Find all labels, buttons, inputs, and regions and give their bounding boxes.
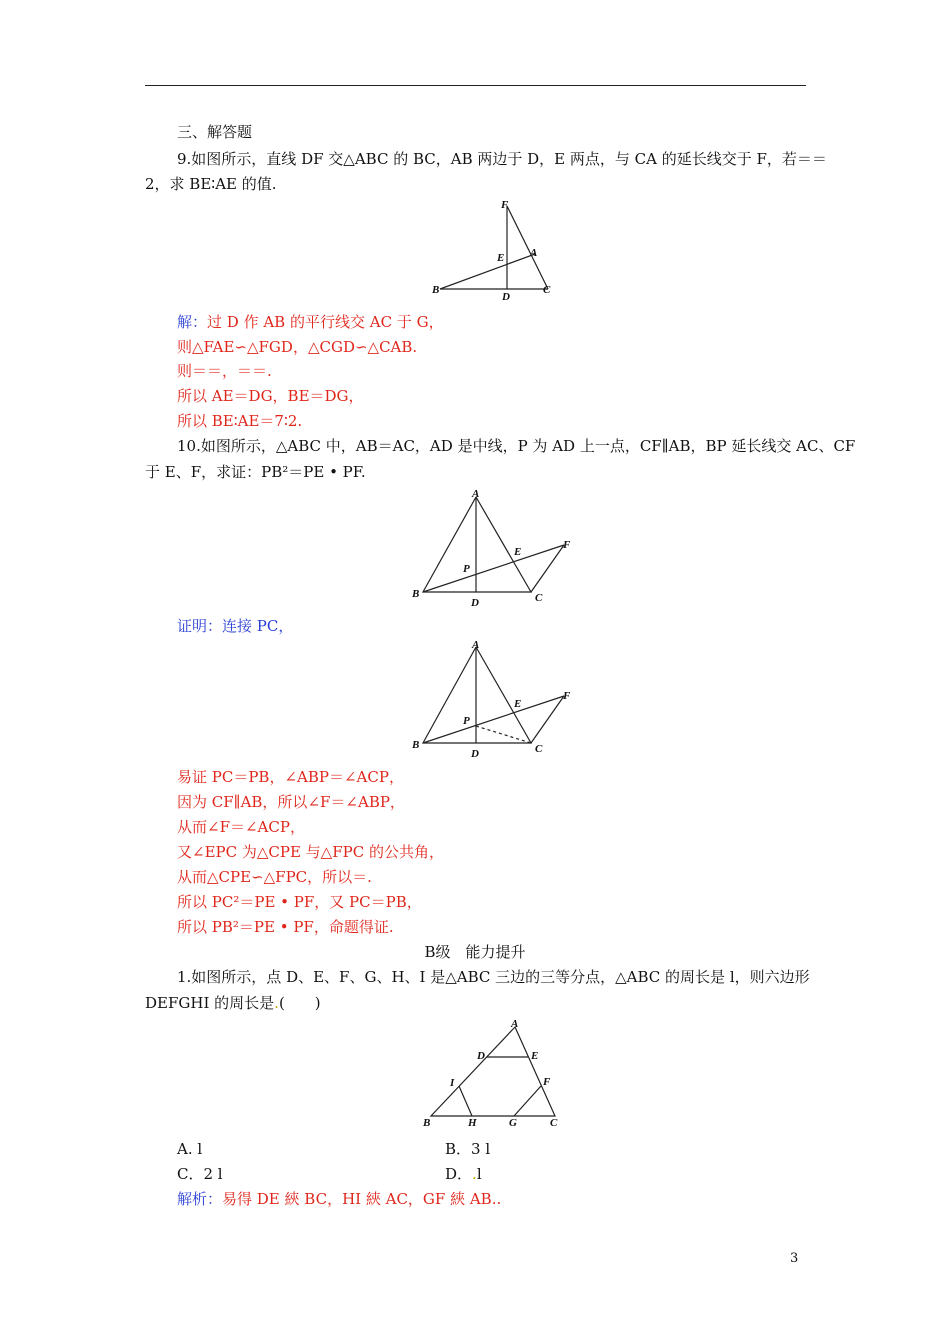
q9-label-A: A: [530, 247, 538, 259]
q9-label-D: D: [502, 291, 510, 303]
q9-solution-line4: 所以 AE＝DG，BE＝DG，: [177, 387, 364, 405]
option-d: [445, 1164, 482, 1184]
q10-label-C: C: [535, 592, 543, 604]
q10-text-line1: 10.如图所示，△ABC 中，AB＝AC，AD 是中线，P 为 AD 上一点，CF∥AB，BP 延长线交 AC、CF: [177, 437, 856, 455]
q10-proof-line4: 从而∠F＝∠ACP，: [177, 818, 305, 836]
q10p-label-A: A: [472, 639, 480, 651]
q10p-label-E: E: [514, 698, 522, 710]
page-number: 3: [790, 1251, 799, 1266]
b-q1-analysis-text: 易得 DE 綊 BC，HI 綊 AC，GF 綊 AB..: [222, 1190, 502, 1208]
b-q1-text-line2-post: ( ): [278, 994, 321, 1012]
b-q1-text-line2-pre: DEFGHI 的周长是: [145, 994, 275, 1012]
b-q1-label-B: B: [423, 1117, 431, 1129]
q10-label-B: B: [412, 588, 420, 600]
q10-label-E: E: [514, 546, 522, 558]
q10-label-P: P: [463, 563, 470, 575]
option-c: C．2 l: [177, 1165, 223, 1183]
option-d-mark: .: [472, 1165, 477, 1183]
b-q1-label-G: G: [509, 1117, 517, 1129]
q9-label-E: E: [497, 252, 505, 264]
q10-label-A: A: [472, 488, 480, 500]
b-q1-label-E: E: [531, 1050, 539, 1062]
q10-text-line2: 于 E、F，求证：PB²＝PE • PF.: [145, 463, 366, 481]
b-q1-text-line1: 1.如图所示，点 D、E、F、G、H、I 是△ABC 三边的三等分点，△ABC 的周长是 l，则六边形: [177, 968, 810, 986]
b-q1-analysis-label: 解析：: [177, 1190, 223, 1208]
q9-label-B: B: [432, 284, 440, 296]
q10-proof-first: 连接 PC，: [222, 617, 294, 635]
option-a: A. l: [177, 1140, 203, 1158]
q9-label-C: C: [543, 284, 551, 296]
b-q1-label-A: A: [511, 1018, 519, 1030]
q9-text-line2: 2，求 BE∶AE 的值.: [145, 175, 277, 193]
b-q1-analysis: [177, 1189, 501, 1209]
option-d-pre: D．: [445, 1165, 473, 1183]
section-heading: 三、解答题: [177, 123, 253, 141]
q10p-label-C: C: [535, 743, 543, 755]
q10-label-D: D: [471, 597, 479, 609]
option-d-post: l: [476, 1165, 482, 1183]
q9-label-F: F: [501, 199, 509, 211]
option-b: B．3 l: [445, 1140, 491, 1158]
q10-proof-line3: 因为 CF∥AB，所以∠F＝∠ABP，: [177, 793, 405, 811]
q9-text-line1: 9.如图所示，直线 DF 交△ABC 的 BC，AB 两边于 D，E 两点，与 CA 的延长线交于 F，若＝＝: [177, 150, 827, 168]
b-q1-label-C: C: [550, 1117, 558, 1129]
b-q1-label-I: I: [450, 1077, 455, 1089]
b-q1-label-D: D: [477, 1050, 485, 1062]
b-q1-label-H: H: [468, 1117, 477, 1129]
q10-proof-line6: 从而△CPE∽△FPC，所以＝.: [177, 868, 372, 886]
b-q1-label-F: F: [543, 1076, 551, 1088]
q10-proof-label: 证明：: [177, 617, 223, 635]
q10-proof-line8: 所以 PB²＝PE • PF，命题得证.: [177, 918, 394, 936]
q9-solution-line3: 则＝＝，＝＝.: [177, 362, 272, 380]
q10-proof-line7: 所以 PC²＝PE • PF，又 PC＝PB，: [177, 893, 422, 911]
q10-proof-line5: 又∠EPC 为△CPE 与△FPC 的公共角，: [177, 843, 444, 861]
q10p-label-F: F: [563, 690, 571, 702]
q9-solution-line5: 所以 BE∶AE＝7∶2.: [177, 412, 303, 430]
q9-solution-text: 过 D 作 AB 的平行线交 AC 于 G，: [207, 313, 444, 331]
q9-solution-line2: 则△FAE∽△FGD，△CGD∽△CAB.: [177, 338, 418, 356]
level-heading: B级 能力提升: [424, 943, 526, 961]
q10p-label-D: D: [471, 748, 479, 760]
b-q1-mark: .: [274, 994, 279, 1012]
q10-proof-line2: 易证 PC＝PB，∠ABP＝∠ACP，: [177, 768, 404, 786]
q10p-label-P: P: [463, 715, 470, 727]
q10p-label-B: B: [412, 739, 420, 751]
q9-solution-label: 解：: [177, 313, 208, 331]
q10-label-F: F: [563, 539, 571, 551]
